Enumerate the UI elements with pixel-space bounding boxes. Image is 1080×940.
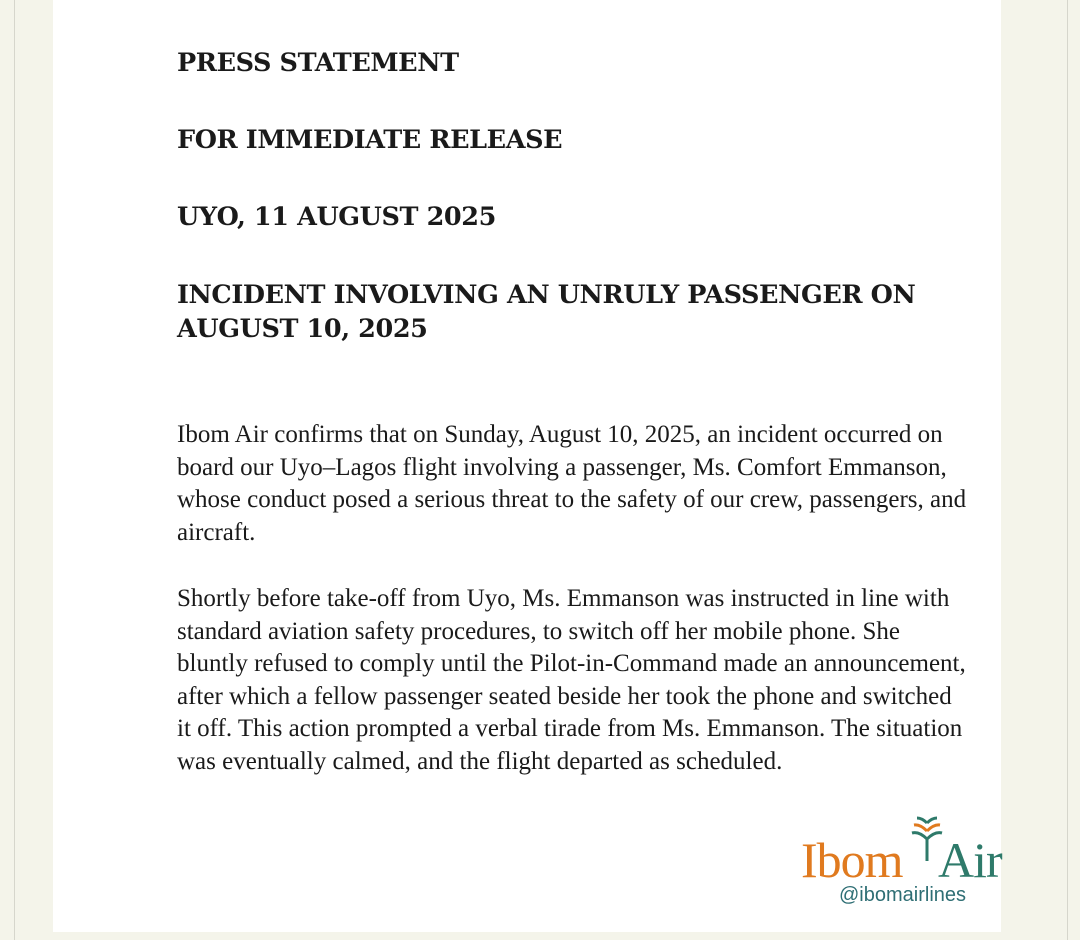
- heading-press-statement: PRESS STATEMENT: [177, 48, 459, 78]
- heading-dateline: UYO, 11 AUGUST 2025: [177, 202, 496, 232]
- viewer-frame: [14, 0, 1068, 940]
- heading-incident-title: INCIDENT INVOLVING AN UNRULY PASSENGER ON AUGUST 10, 2025: [177, 280, 916, 344]
- logo-word-ibom: Ibom: [801, 832, 903, 888]
- social-handle: @ibomairlines: [839, 884, 967, 906]
- ibom-air-logo: [801, 815, 1016, 910]
- logo-word-air: Air: [938, 832, 1002, 888]
- heading-immediate-release: FOR IMMEDIATE RELEASE: [177, 125, 563, 155]
- document-page: [53, 0, 1001, 932]
- paragraph-2: Shortly before take-off from Uyo, Ms. Emmanson was instructed in line with standard aviation safety procedures, to switch off her mobile phone. She bluntly refused to comply until the Pilot-in-Command made an announcement, after which a fellow passenger seated beside her took the phone and switched it off. This action prompted a verbal tirade from Ms. Emmanson. The situation was eventually calmed, and the flight departed as scheduled.: [177, 585, 966, 775]
- paragraph-1: Ibom Air confirms that on Sunday, August 10, 2025, an incident occurred on board our Uyo–Lagos flight involving a passenger, Ms. Comfort Emmanson, whose conduct posed a serious threat to the safety of our crew, passengers, and aircraft.: [177, 421, 967, 546]
